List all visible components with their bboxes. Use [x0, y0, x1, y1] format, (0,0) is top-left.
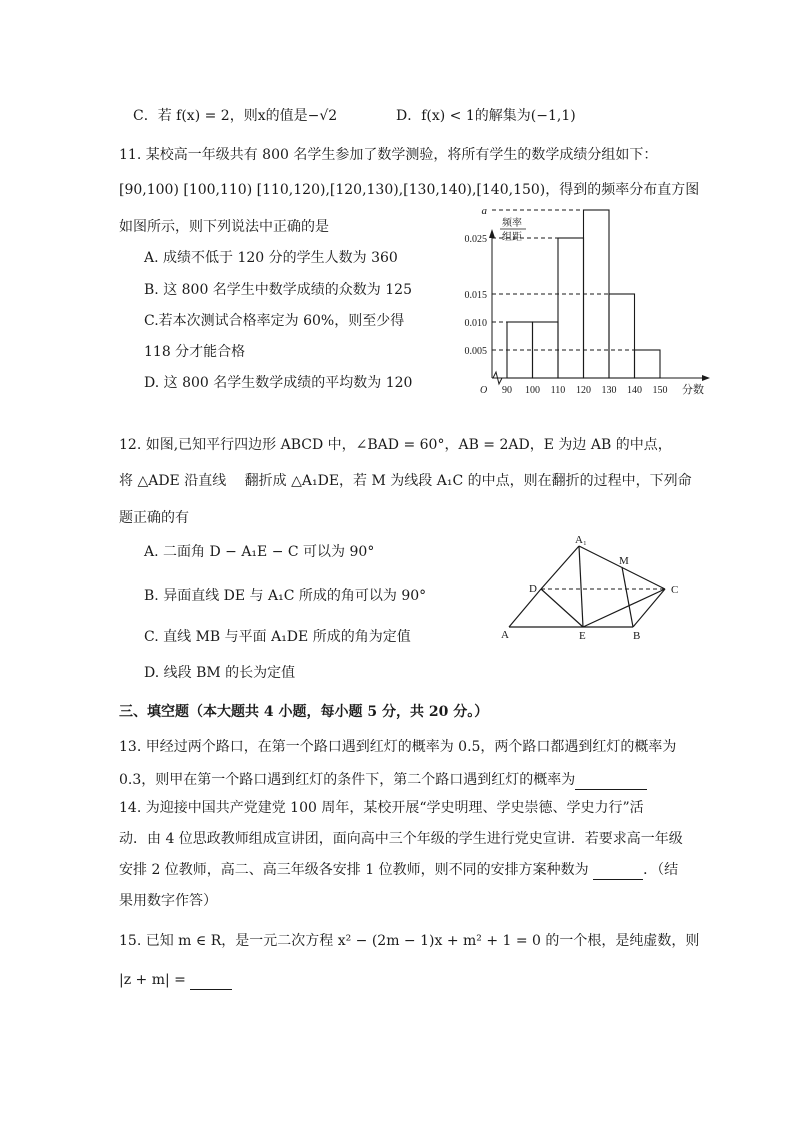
q12-stem-line1: 12. 如图,已知平行四边形 ABCD 中，∠BAD = 60°，AB = 2AD，E 为边 AB 的中点， — [119, 437, 672, 453]
q13-line2-text: 0.3，则甲在第一个路口遇到红灯的条件下，第二个路口遇到红灯的概率为 — [119, 772, 576, 788]
label-e: E — [579, 630, 586, 642]
x-tick-label: 100 — [525, 385, 540, 396]
histogram-axes — [489, 229, 710, 384]
q12-stem-line3: 题正确的有 — [119, 510, 189, 526]
x-tick-label: 120 — [576, 385, 591, 396]
q11-option-c-line2: 118 分才能合格 — [144, 344, 246, 360]
y-tick-label: 0.015 — [464, 290, 487, 301]
q11-stem-line3: 如图所示，则下列说法中正确的是 — [119, 219, 329, 235]
origin-label: O — [480, 385, 488, 396]
q15-line2-text: |z + m| = — [119, 972, 186, 988]
label-c: C — [671, 584, 679, 596]
y-tick-label: a — [481, 205, 487, 217]
q11-stem-line2: [90,100) [100,110) [110,120),[120,130),[130,140),[140,150)，得到的频率分布直方图 — [119, 182, 700, 198]
section3-heading: 三、填空题（本大题共 4 小题，每小题 5 分，共 20 分。） — [119, 704, 489, 720]
q12-stem-line2: 将 △ADE 沿直线 翻折成 △A₁DE，若 M 为线段 A₁C 的中点，则在翻折的过程中，下列命 — [119, 473, 692, 489]
label-d: D — [529, 583, 537, 595]
edge-de — [541, 589, 583, 627]
y-tick-label: 0.025 — [464, 234, 487, 245]
q14-line3-tail: ．（结 — [643, 862, 679, 878]
x-tick-label: 110 — [550, 385, 566, 396]
q11-option-c-line1: C.若本次测试合格率定为 60%，则至少得 — [144, 313, 405, 329]
label-a: A — [501, 629, 509, 641]
edge-ec — [583, 589, 665, 627]
q10-option-c: C．若 f(x) = 2，则x的值是−√2 — [133, 108, 338, 124]
q13-line1: 13. 甲经过两个路口，在第一个路口遇到红灯的概率为 0.5，两个路口都遇到红灯的概率为 — [119, 739, 677, 755]
histogram-labels — [465, 205, 705, 396]
q14-line3 — [119, 860, 678, 880]
q13-line2 — [119, 770, 647, 790]
q14-line3-text: 安排 2 位教师，高二、高三年级各安排 1 位教师，则不同的安排方案种数为 — [119, 862, 589, 878]
q14-line2: 动．由 4 位思政教师组成宣讲团，面向高中三个年级的学生进行党史宣讲．若要求高一年级 — [119, 831, 683, 847]
folding-geometry-figure — [495, 532, 695, 644]
q11-option-a: A. 成绩不低于 120 分的学生人数为 360 — [144, 250, 398, 266]
q15-answer-blank — [190, 975, 232, 990]
label-m: M — [619, 555, 629, 567]
edge-mb — [622, 567, 633, 627]
y-tick-label: 0.005 — [464, 346, 487, 357]
x-tick-label: 90 — [502, 385, 512, 396]
q11-option-b: B. 这 800 名学生中数学成绩的众数为 125 — [144, 282, 412, 298]
histogram-bar — [635, 350, 661, 378]
q15-line2 — [119, 970, 232, 990]
x-axis-arrow — [702, 375, 710, 381]
edge-bc — [633, 589, 665, 627]
y-axis-label-bottom: 组距 — [502, 232, 522, 243]
q10-option-d: D．f(x) < 1的解集为(−1,1) — [396, 108, 576, 124]
y-axis-arrow — [489, 229, 495, 238]
q12-option-a: A. 二面角 D − A₁E − C 可以为 90° — [144, 544, 375, 560]
y-tick-label: 0.010 — [464, 318, 487, 329]
x-tick-label: 140 — [627, 385, 642, 396]
q15-line1: 15. 已知 m ∈ R，是一元二次方程 x² − (2m − 1)x + m² + 1 = 0 的一个根，是纯虚数，则 — [119, 933, 700, 949]
y-axis-label-top: 频率 — [502, 218, 522, 229]
histogram-guides — [492, 210, 635, 350]
edge-a1d — [541, 546, 579, 589]
x-tick-label: 130 — [601, 385, 617, 396]
histogram-bar — [609, 294, 635, 378]
q13-answer-blank — [575, 775, 647, 790]
histogram-bar — [558, 238, 584, 378]
q14-line1: 14. 为迎接中国共产党建党 100 周年，某校开展“学史明理、学史崇德、学史力行”活 — [119, 800, 644, 816]
q14-answer-blank — [593, 865, 643, 880]
edge-a1e — [579, 546, 583, 627]
x-axis-label: 分数 — [682, 384, 704, 396]
q11-option-d: D. 这 800 名学生数学成绩的平均数为 120 — [144, 375, 413, 391]
q14-line4: 果用数字作答） — [119, 893, 217, 909]
label-b: B — [633, 630, 641, 642]
x-tick-label: 150 — [652, 385, 668, 396]
label-a1: A₁ — [575, 534, 587, 546]
q12-option-c: C. 直线 MB 与平面 A₁DE 所成的角为定值 — [144, 629, 411, 645]
q12-option-d: D. 线段 BM 的长为定值 — [144, 665, 296, 681]
q11-stem-line1: 11. 某校高一年级共有 800 名学生参加了数学测验，将所有学生的数学成绩分组如下： — [119, 147, 658, 163]
frequency-histogram — [440, 205, 715, 407]
q12-option-b: B. 异面直线 DE 与 A₁C 所成的角可以为 90° — [144, 588, 427, 604]
